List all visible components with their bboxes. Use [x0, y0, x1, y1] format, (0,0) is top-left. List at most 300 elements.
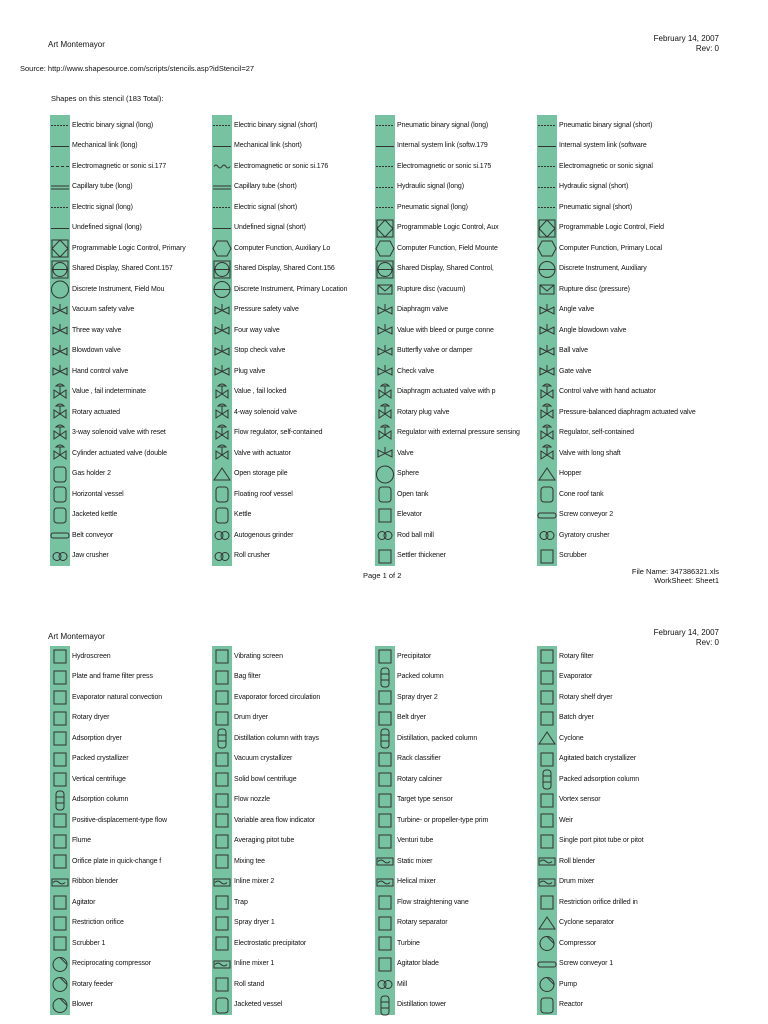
stencil-shape-label: Regulator, self-contained	[559, 429, 634, 437]
revision: Rev: 0	[695, 44, 719, 53]
document-date: February 14, 2007	[653, 34, 719, 43]
stencil-shape-item[interactable]	[212, 872, 382, 893]
stencil-shape-label: Roll blender	[559, 857, 596, 865]
dryer-icon	[50, 728, 70, 749]
stencil-shape-label: Hydraulic signal (long)	[397, 183, 464, 191]
stencil-shape-item[interactable]	[212, 831, 382, 852]
stencil-shape-label: Orifice plate in quick-change f	[72, 857, 162, 865]
sensor-icon	[375, 790, 395, 811]
revision: Rev: 0	[695, 638, 719, 647]
spray-dryer-icon	[212, 913, 232, 934]
screen-icon	[212, 646, 232, 667]
stencil-shape-item[interactable]	[537, 851, 707, 872]
stencil-shape-label: Plate and frame filter press	[72, 673, 153, 681]
stencil-shape-label: Hopper	[559, 470, 582, 478]
stencil-shape-label: Capillary tube (short)	[234, 183, 297, 191]
stencil-shape-label: Turbine	[397, 939, 420, 947]
orifice-icon	[50, 913, 70, 934]
stencil-shape-label: Inline mixer 1	[234, 960, 275, 968]
stencil-shape-item[interactable]	[375, 954, 545, 975]
stencil-shape-item[interactable]	[375, 933, 545, 954]
author-name: Art Montemayor	[48, 632, 105, 641]
stencil-shape-item[interactable]	[212, 790, 382, 811]
stencil-shape-item[interactable]	[537, 790, 707, 811]
stencil-shape-label: Distillation, packed column	[397, 734, 478, 742]
mill-icon	[375, 974, 395, 995]
stencil-shape-label: Pneumatic binary signal (short)	[559, 121, 653, 129]
stencil-shape-label: Pump	[559, 980, 577, 988]
stencil-shape-label: Rotary actuated	[72, 408, 120, 416]
stencil-shape-item[interactable]	[375, 831, 545, 852]
author-name: Art Montemayor	[48, 40, 105, 49]
orifice-icon	[50, 851, 70, 872]
evaporator-icon	[50, 687, 70, 708]
stencil-shape-item[interactable]	[50, 913, 220, 934]
stencil-shape-label: Rupture disc (vacuum)	[397, 285, 466, 293]
stencil-shape-item[interactable]	[212, 851, 382, 872]
stencil-shape-label: Pneumatic signal (short)	[559, 203, 633, 211]
stencil-shape-label: Helical mixer	[397, 878, 436, 886]
stencil-shape-label: Ball valve	[559, 347, 588, 355]
stencil-shape-label: Rotary feeder	[72, 980, 114, 988]
shape-count: Shapes on this stencil (183 Total):	[51, 94, 164, 103]
stencil-shape-item[interactable]	[212, 708, 382, 729]
stencil-shape-label: Jacketed vessel	[234, 1001, 283, 1009]
stencil-shape-label: Shared Display, Shared Cont.157	[72, 265, 173, 273]
stencil-shape-item[interactable]	[50, 872, 220, 893]
cyclone-icon	[537, 913, 557, 934]
stencil-shape-label: Electric signal (long)	[72, 203, 133, 211]
mixer-icon	[375, 851, 395, 872]
stencil-shape-item[interactable]	[375, 913, 545, 934]
stencil-shape-label: Angle valve	[559, 306, 595, 314]
stencil-shape-label: Jacketed kettle	[72, 511, 118, 519]
blower-icon	[50, 995, 70, 1016]
vane-icon	[375, 892, 395, 913]
stencil-shape-item[interactable]	[50, 687, 220, 708]
scrubber-icon	[50, 933, 70, 954]
sensor-icon	[537, 790, 557, 811]
stencil-shape-label: Hand control valve	[72, 367, 129, 375]
worksheet-name: WorkSheet: Sheet1	[654, 576, 719, 585]
stencil-shape-item[interactable]	[212, 687, 382, 708]
column-icon	[50, 790, 70, 811]
stencil-shape-item[interactable]	[375, 708, 545, 729]
stencil-shape-label: Electromagnetic or sonic si.177	[72, 162, 167, 170]
stencil-shape-label: Check valve	[397, 367, 435, 375]
column-icon	[537, 769, 557, 790]
dryer-icon	[537, 708, 557, 729]
stencil-shape-item[interactable]	[537, 728, 707, 749]
stencil-shape-label: Mechanical link (long)	[72, 142, 138, 150]
stencil-shape-label: Open storage pile	[234, 470, 288, 478]
stencil-shape-label: Cyclone	[559, 734, 584, 742]
weir-icon	[537, 810, 557, 831]
stencil-shape-label: Pneumatic signal (long)	[397, 203, 468, 211]
stencil-shape-item[interactable]	[212, 933, 382, 954]
stencil-shape-item[interactable]	[212, 892, 382, 913]
stencil-shape-label: Regulator with external pressure sensing	[397, 429, 520, 437]
stencil-shape-label: Gas holder 2	[72, 470, 111, 478]
stencil-shape-label: Mechanical link (short)	[234, 142, 302, 150]
stencil-shape-label: Shared Display, Shared Cont.156	[234, 265, 335, 273]
stencil-shape-label: Restriction orifice drilled in	[559, 898, 638, 906]
stencil-shape-label: Value , fail locked	[234, 388, 287, 396]
blade-icon	[375, 954, 395, 975]
stencil-shape-label: Diaphragm valve	[397, 306, 449, 314]
stencil-shape-item[interactable]	[537, 995, 707, 1016]
stencil-shape-label: Spray dryer 1	[234, 919, 275, 927]
stencil-shape-label: Electromagnetic or sonic si.175	[397, 162, 492, 170]
column-icon	[375, 728, 395, 749]
stencil-shape-label: 3-way solenoid valve with reset	[72, 429, 166, 437]
stencil-shape-label: Rotary filter	[559, 652, 594, 660]
stencil-shape-item[interactable]	[537, 749, 707, 770]
stencil-shape-label: Electric signal (short)	[234, 203, 298, 211]
stencil-shape-label: Solid bowl centrifuge	[234, 775, 297, 783]
stencil-shape-item[interactable]	[537, 831, 707, 852]
stencil-shape-label: Undefined signal (short)	[234, 224, 306, 232]
stencil-shape-label: Batch dryer	[559, 714, 594, 722]
stencil-shape-label: Kettle	[234, 511, 252, 519]
filter-press-icon	[50, 667, 70, 688]
stencil-shape-label: Reactor	[559, 1001, 583, 1009]
stencil-shape-item[interactable]	[50, 892, 220, 913]
stencil-shape-label: Horizontal vessel	[72, 490, 124, 498]
stencil-shape-label: Valve with long shaft	[559, 449, 621, 457]
crystallizer-icon	[537, 749, 557, 770]
stencil-shape-item[interactable]	[537, 646, 707, 667]
stencil-shape-label: Sphere	[397, 470, 419, 478]
stencil-shape-item[interactable]	[375, 872, 545, 893]
stencil-shape-label: Flow nozzle	[234, 796, 270, 804]
document-date: February 14, 2007	[653, 628, 719, 637]
stencil-shape-item[interactable]	[50, 749, 220, 770]
stencil-shape-label: Electromagnetic or sonic si.176	[234, 162, 329, 170]
stencil-shape-label: Single port pitot tube or pitot	[559, 837, 644, 845]
stencil-shape-label: Evaporator	[559, 673, 593, 681]
stencil-shape-item[interactable]	[375, 769, 545, 790]
stencil-shape-item[interactable]	[50, 708, 220, 729]
stencil-shape-label: Internal system link (software	[559, 142, 647, 150]
stencil-shape-label: Compressor	[559, 939, 597, 947]
stencil-shape-label: Agitated batch crystallizer	[559, 755, 637, 763]
stencil-shape-label: Undefined signal (long)	[72, 224, 142, 232]
stencil-shape-label: Butterfly valve or damper	[397, 347, 473, 355]
stencil-shape-label: Hydroscreen	[72, 652, 111, 660]
cyclone-icon	[537, 728, 557, 749]
stencil-shape-item[interactable]	[212, 646, 382, 667]
stencil-shape-label: Agitator	[72, 898, 96, 906]
stencil-shape-label: Computer Function, Auxiliary Lo	[234, 244, 331, 252]
stencil-shape-item[interactable]	[375, 995, 545, 1016]
stencil-shape-label: Value , fail indeterminate	[72, 388, 146, 396]
stencil-shape-item[interactable]	[50, 769, 220, 790]
flow-meter-icon	[50, 810, 70, 831]
screw-conveyor-icon	[537, 954, 557, 975]
stencil-shape-label: Electrostatic precipitator	[234, 939, 307, 947]
stencil-shape-item[interactable]	[375, 790, 545, 811]
stencil-shape-item[interactable]	[212, 974, 382, 995]
stencil-shape-label: Flow straightening vane	[397, 898, 469, 906]
stencil-shape-label: Gyratory crusher	[559, 531, 610, 539]
stencil-shape-item[interactable]	[375, 810, 545, 831]
stencil-shape-item[interactable]	[537, 769, 707, 790]
source-url: Source: http://www.shapesource.com/scripts/stencils.asp?idStencil=27	[20, 64, 255, 73]
stencil-shape-label: Value with bleed or purge conne	[397, 326, 494, 334]
stencil-shape-label: Diaphragm actuated valve with p	[397, 388, 496, 396]
stencil-shape-item[interactable]	[537, 667, 707, 688]
orifice-icon	[537, 892, 557, 913]
stencil-shape-label: Rotary separator	[397, 919, 448, 927]
centrifuge-icon	[50, 769, 70, 790]
stencil-shape-label: Computer Function, Field Mounte	[397, 244, 498, 252]
stencil-shape-label: Flow regulator, self-contained	[234, 429, 323, 437]
stencil-shape-label: Plug valve	[234, 367, 266, 375]
roll-stand-icon	[212, 974, 232, 995]
stencil-shape-label: Settler thickener	[397, 552, 446, 560]
stencil-shape-item[interactable]	[50, 995, 220, 1016]
stencil-shape-item[interactable]	[212, 749, 382, 770]
stencil-shape-label: Rotary plug valve	[397, 408, 450, 416]
stencil-shape-label: Scrubber	[559, 552, 587, 560]
stencil-shape-label: Pressure safety valve	[234, 306, 299, 314]
stencil-shape-item[interactable]	[537, 974, 707, 995]
precipitator-icon	[212, 933, 232, 954]
column-icon	[375, 667, 395, 688]
stencil-shape-label: Blower	[72, 1001, 93, 1009]
stencil-shape-label: Pressure-balanced diaphragm actuated valve	[559, 408, 696, 416]
stencil-shape-label: Scrubber 1	[72, 939, 106, 947]
stencil-shape-label: Roll stand	[234, 980, 265, 988]
stencil-shape-item[interactable]	[537, 872, 707, 893]
stencil-shape-label: Vortex sensor	[559, 796, 601, 804]
stencil-shape-label: Belt dryer	[397, 714, 426, 722]
screen-icon	[50, 646, 70, 667]
stencil-shape-label: Screw conveyor 1	[559, 960, 614, 968]
stencil-shape-item[interactable]	[212, 995, 382, 1016]
stencil-shape-label: Angle blowdown valve	[559, 326, 627, 334]
pitot-icon	[212, 831, 232, 852]
stencil-shape-label: Inline mixer 2	[234, 878, 275, 886]
evaporator-icon	[212, 687, 232, 708]
turbine-icon	[375, 810, 395, 831]
stencil-shape-item[interactable]	[50, 851, 220, 872]
column-icon	[375, 995, 395, 1016]
stencil-shape-label: Shared Display, Shared Control,	[397, 265, 494, 273]
stencil-shape-label: Rod ball mill	[397, 531, 434, 539]
centrifuge-icon	[212, 769, 232, 790]
stencil-shape-label: Vacuum crystallizer	[234, 755, 293, 763]
stencil-shape-label: Vibrating screen	[234, 652, 283, 660]
tee-icon	[212, 851, 232, 872]
stencil-shape-label: Flume	[72, 837, 91, 845]
stencil-shape-label: Hydraulic signal (short)	[559, 183, 629, 191]
precipitator-icon	[375, 646, 395, 667]
stencil-shape-item[interactable]	[50, 954, 220, 975]
stencil-shape-label: Cyclone separator	[559, 919, 615, 927]
calciner-icon	[375, 769, 395, 790]
stencil-shape-item[interactable]	[50, 728, 220, 749]
stencil-shape-label: Capillary tube (long)	[72, 183, 133, 191]
stencil-shape-label: Mill	[397, 980, 408, 988]
stencil-shape-label: Packed crystallizer	[72, 755, 129, 763]
stencil-shape-label: Three way valve	[72, 326, 122, 334]
stencil-shape-label: Adsorption dryer	[72, 734, 122, 742]
stencil-shape-label: Stop check valve	[234, 347, 286, 355]
stencil-shape-item[interactable]	[375, 646, 545, 667]
stencil-shape-item[interactable]	[375, 749, 545, 770]
stencil-shape-item[interactable]	[537, 708, 707, 729]
stencil-shape-label: Discrete Instrument, Auxiliary	[559, 265, 647, 273]
stencil-shape-label: Valve with actuator	[234, 449, 291, 457]
stencil-shape-item[interactable]	[50, 646, 220, 667]
stencil-shape-label: Spray dryer 2	[397, 693, 438, 701]
stencil-shape-label: Mixing tee	[234, 857, 265, 865]
stencil-shape-label: Trap	[234, 898, 248, 906]
stencil-shape-label: Control valve with hand actuator	[559, 388, 656, 396]
flow-indicator-icon	[212, 810, 232, 831]
stencil-shape-label: Bag filter	[234, 673, 261, 681]
stencil-shape-label: Packed column	[397, 673, 444, 681]
stencil-shape-item[interactable]	[212, 913, 382, 934]
stencil-shape-item[interactable]	[212, 667, 382, 688]
mixer-icon	[212, 872, 232, 893]
stencil-shape-label: Restriction orifice	[72, 919, 124, 927]
stencil-shape-item[interactable]	[375, 851, 545, 872]
evaporator-icon	[537, 667, 557, 688]
stencil-shape-label: Weir	[559, 816, 573, 824]
stencil-shape-label: Programmable Logic Control, Aux	[397, 224, 499, 232]
stencil-shape-label: Gate valve	[559, 367, 592, 375]
compressor-icon	[537, 933, 557, 954]
stencil-shape-item[interactable]	[375, 687, 545, 708]
separator-icon	[375, 913, 395, 934]
stencil-shape-label: Averaging pitot tube	[234, 837, 295, 845]
stencil-shape-label: Static mixer	[397, 857, 433, 865]
column-icon	[212, 728, 232, 749]
blender-icon	[50, 872, 70, 893]
stencil-shape-item[interactable]	[537, 687, 707, 708]
stencil-shape-item[interactable]	[212, 728, 382, 749]
stencil-shape-label: Discrete Instrument, Primary Location	[234, 285, 348, 293]
stencil-shape-label: Valve	[397, 449, 414, 457]
trap-icon	[212, 892, 232, 913]
stencil-shape-item[interactable]	[212, 810, 382, 831]
stencil-shape-item[interactable]	[50, 933, 220, 954]
stencil-shape-label: Rotary shelf dryer	[559, 693, 613, 701]
mixer-icon	[537, 872, 557, 893]
stencil-shape-item[interactable]	[375, 974, 545, 995]
stencil-shape-label: Distillation tower	[397, 1001, 447, 1009]
stencil-shape-item[interactable]	[50, 831, 220, 852]
stencil-shape-label: Computer Function, Primary Local	[559, 244, 663, 252]
stencil-shape-label: Open tank	[397, 490, 429, 498]
reactor-icon	[537, 995, 557, 1016]
stencil-shape-label: Reciprocating compressor	[72, 960, 151, 968]
filter-icon	[212, 667, 232, 688]
stencil-shape-label: Blowdown valve	[72, 347, 121, 355]
stencil-shape-item[interactable]	[375, 667, 545, 688]
stencil-shape-label: Drum mixer	[559, 878, 595, 886]
stencil-shape-label: Rupture disc (pressure)	[559, 285, 630, 293]
stencil-shape-label: Adsorption column	[72, 796, 129, 804]
stencil-shape-label: Rack classifier	[397, 755, 441, 763]
stencil-shape-item[interactable]	[537, 954, 707, 975]
stencil-shape-label: Programmable Logic Control, Primary	[72, 244, 186, 252]
stencil-shape-item[interactable]	[50, 974, 220, 995]
stencil-shape-label: Screw conveyor 2	[559, 511, 614, 519]
stencil-shape-label: Positive-displacement-type flow	[72, 816, 167, 824]
stencil-shape-label: Vacuum safety valve	[72, 306, 135, 314]
dryer-icon	[375, 708, 395, 729]
nozzle-icon	[212, 790, 232, 811]
agitator-icon	[50, 892, 70, 913]
stencil-shape-item[interactable]	[375, 728, 545, 749]
pitot-icon	[537, 831, 557, 852]
stencil-shape-label: Venturi tube	[397, 837, 434, 845]
stencil-shape-label: Evaporator forced circulation	[234, 693, 321, 701]
stencil-shape-item[interactable]	[537, 810, 707, 831]
stencil-shape-label: Roll crusher	[234, 552, 271, 560]
stencil-shape-item[interactable]	[212, 954, 382, 975]
stencil-shape-label: Distillation column with trays	[234, 734, 319, 742]
stencil-shape-item[interactable]	[537, 892, 707, 913]
compressor-icon	[50, 954, 70, 975]
stencil-shape-label: Jaw crusher	[72, 552, 109, 560]
classifier-icon	[375, 749, 395, 770]
page-number: Page 1 of 2	[363, 571, 402, 580]
stencil-shape-label: Rotary dryer	[72, 714, 110, 722]
stencil-shape-item[interactable]	[537, 933, 707, 954]
stencil-shape-label: Discrete Instrument, Field Mou	[72, 285, 165, 293]
stencil-shape-label: Turbine- or propeller-type prim	[397, 816, 489, 824]
filter-icon	[537, 646, 557, 667]
stencil-shape-label: Electric binary signal (short)	[234, 121, 318, 129]
stencil-shape-item[interactable]	[50, 667, 220, 688]
stencil-shape-label: Autogenous grinder	[234, 531, 294, 539]
crystallizer-icon	[212, 749, 232, 770]
stencil-shape-label: Cone roof tank	[559, 490, 604, 498]
crystallizer-icon	[50, 749, 70, 770]
mixer-icon	[375, 872, 395, 893]
stencil-shape-label: Belt conveyor	[72, 531, 114, 539]
stencil-shape-label: Variable area flow indicator	[234, 816, 316, 824]
stencil-shape-label: Four way valve	[234, 326, 280, 334]
stencil-shape-item[interactable]	[375, 892, 545, 913]
stencil-shape-label: 4-way solenoid valve	[234, 408, 297, 416]
stencil-shape-label: Precipitator	[397, 652, 432, 660]
vessel-icon	[212, 995, 232, 1016]
stencil-shape-label: Rotary calciner	[397, 775, 443, 783]
date-rev-block	[654, 628, 719, 648]
stencil-shape-item[interactable]	[50, 790, 220, 811]
stencil-shape-label: Pneumatic binary signal (long)	[397, 121, 489, 129]
stencil-shape-label: Electromagnetic or sonic signal	[559, 162, 653, 170]
stencil-shape-item[interactable]	[537, 913, 707, 934]
mixer-icon	[212, 954, 232, 975]
file-name: File Name: 347386321.xls	[631, 567, 719, 576]
feeder-icon	[50, 974, 70, 995]
stencil-shape-label: Electric binary signal (long)	[72, 121, 154, 129]
dryer-icon	[537, 687, 557, 708]
stencil-shape-label: Packed adsorption column	[559, 775, 640, 783]
stencil-shape-label: Elevator	[397, 511, 422, 519]
stencil-shape-label: Evaporator natural convection	[72, 693, 163, 701]
stencil-shape-item[interactable]	[212, 769, 382, 790]
stencil-shape-item[interactable]	[50, 810, 220, 831]
drum-dryer-icon	[212, 708, 232, 729]
